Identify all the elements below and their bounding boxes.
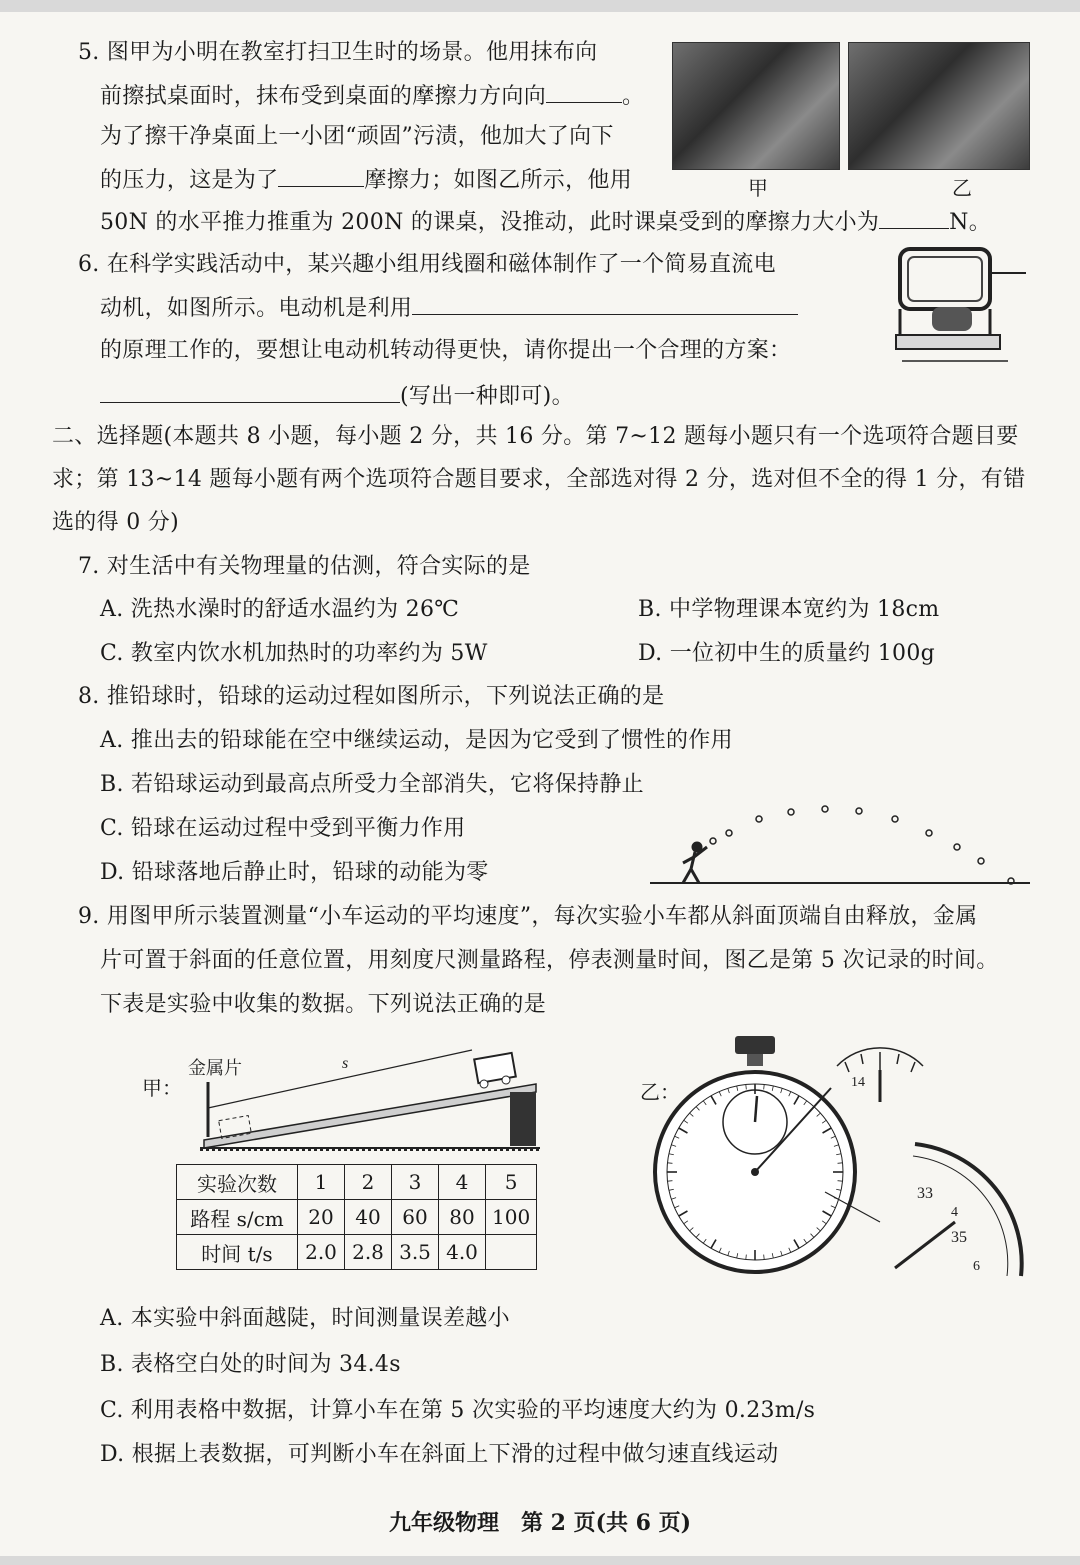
q7-option-b[interactable]: B. 中学物理课本宽约为 18cm (638, 597, 940, 622)
table-cell: 4 (439, 1165, 486, 1200)
q8-option-c[interactable]: C. 铅球在运动过程中受到平衡力作用 (100, 816, 466, 841)
q5-blank-direction[interactable] (546, 80, 622, 103)
table-cell: 路程 s/cm (177, 1200, 298, 1235)
table-cell: 1 (298, 1165, 345, 1200)
q5-line-4 (100, 164, 632, 196)
zoom-side-35: 35 (951, 1229, 967, 1246)
dial-tick (764, 1255, 765, 1260)
table-cell: 实验次数 (177, 1165, 298, 1200)
table-cell: 4.0 (439, 1235, 486, 1270)
table-row (177, 1165, 537, 1200)
table-row (177, 1200, 537, 1235)
photo-pushing-desk (848, 42, 1030, 170)
fig-a-caption: 甲 (748, 176, 768, 200)
dial-tick (746, 1255, 747, 1260)
photo-wiping-desk (672, 42, 840, 170)
q5-blank-friction[interactable] (278, 164, 364, 187)
section2-line-2: 求；第 13~14 题每小题有两个选项符合题目要求，全部选对得 2 分，选对但不全的得 1 分，有错 (52, 467, 1026, 492)
q5-unit: N。 (949, 210, 992, 235)
dial-tick (764, 1084, 765, 1089)
incline-diagram (180, 1042, 550, 1152)
table-cell: 60 (392, 1200, 439, 1235)
q8-option-b[interactable]: B. 若铅球运动到最高点所受力全部消失，它将保持静止 (100, 772, 644, 797)
shot-put-diagram (645, 797, 1035, 892)
section2-line-1: 二、选择题(本题共 8 小题，每小题 2 分，共 16 分。第 7~12 题每小题只有一个选项符合题目要 (52, 424, 1019, 449)
table-cell-blank[interactable] (486, 1235, 537, 1270)
table-cell: 40 (345, 1200, 392, 1235)
dial-tick (746, 1084, 747, 1089)
dial-tick (838, 1181, 843, 1182)
fig-b-caption: 乙 (952, 176, 972, 200)
q8-option-a[interactable]: A. 推出去的铅球能在空中继续运动，是因为它受到了惯性的作用 (100, 728, 733, 753)
q8-option-d[interactable]: D. 铅球落地后静止时，铅球的动能为零 (100, 860, 489, 885)
page-footer: 九年级物理 第 2 页(共 6 页) (388, 1510, 692, 1536)
q7-option-a[interactable]: A. 洗热水澡时的舒适水温约为 26℃ (100, 597, 460, 622)
section2-line-3: 选的得 0 分) (52, 510, 179, 535)
q6-line-4 (100, 380, 574, 412)
table-row (177, 1235, 537, 1270)
q5-period: 。 (622, 84, 645, 109)
q7-option-c[interactable]: C. 教室内饮水机加热时的功率约为 5W (100, 641, 488, 666)
q9-option-b[interactable]: B. 表格空白处的时间为 34.4s (100, 1352, 401, 1377)
table-cell: 5 (486, 1165, 537, 1200)
q9-data-table (176, 1164, 537, 1270)
q9-line-2: 片可置于斜面的任意位置，用刻度尺测量路程，停表测量时间，图乙是第 5 次记录的时间。 (100, 948, 999, 973)
zoom-top-number: 14 (851, 1075, 865, 1090)
q6-text-2: 动机，如图所示。电动机是利用 (100, 296, 413, 321)
q6-line-3: 的原理工作的，要想让电动机转动得更快，请你提出一个合理的方案： (100, 338, 792, 363)
table-cell: 20 (298, 1200, 345, 1235)
q9-option-c[interactable]: C. 利用表格中数据，计算小车在第 5 次实验的平均速度大约为 0.23m/s (100, 1398, 816, 1423)
q6-line-2 (100, 292, 798, 324)
dial-tick (667, 1181, 672, 1182)
shot-trajectory (710, 806, 1014, 884)
q5-text-5: 50N 的水平推力推重为 200N 的课桌，没推动，此时课桌受到的摩擦力大小为 (100, 210, 880, 235)
metal-plate-label: 金属片 (188, 1058, 242, 1078)
dial-tick (667, 1163, 672, 1164)
table-cell: 时间 t/s (177, 1235, 298, 1270)
table-cell: 3.5 (392, 1235, 439, 1270)
q6-blank-plan[interactable] (100, 380, 400, 403)
distance-s-label: s (342, 1055, 349, 1072)
q6-blank-principle[interactable] (412, 292, 798, 315)
table-cell: 2 (345, 1165, 392, 1200)
q5-line-3: 为了擦干净桌面上一小团“顽固”污渍，他加大了向下 (100, 124, 614, 149)
zoom-side-6: 6 (973, 1259, 980, 1274)
q5-text-4b: 摩擦力；如图乙所示，他用 (364, 168, 633, 193)
q9-option-a[interactable]: A. 本实验中斜面越陡，时间测量误差越小 (100, 1306, 510, 1331)
exam-page (0, 12, 1080, 1556)
stopwatch-diagram (655, 1032, 1035, 1282)
table-cell: 3 (392, 1165, 439, 1200)
q5-line-5 (100, 206, 991, 238)
zoom-side-4: 4 (951, 1205, 958, 1220)
q5-text-2: 前擦拭桌面时，抹布受到桌面的摩擦力方向向 (100, 84, 547, 109)
q8-stem: 8. 推铅球时，铅球的运动过程如图所示，下列说法正确的是 (78, 684, 665, 709)
motor-diagram (880, 237, 1030, 367)
zoom-side-33: 33 (917, 1185, 933, 1202)
table-cell: 100 (486, 1200, 537, 1235)
q7-option-d[interactable]: D. 一位初中生的质量约 100g (638, 641, 936, 666)
table-cell: 2.0 (298, 1235, 345, 1270)
q6-line-1: 6. 在科学实践活动中，某兴趣小组用线圈和磁体制作了一个简易直流电 (78, 252, 776, 277)
q6-text-4: (写出一种即可)。 (400, 384, 574, 409)
q7-stem: 7. 对生活中有关物理量的估测，符合实际的是 (78, 554, 531, 579)
q9-line-1: 9. 用图甲所示装置测量“小车运动的平均速度”，每次实验小车都从斜面顶端自由释放，金属 (78, 904, 978, 929)
dial-tick (838, 1163, 843, 1164)
table-cell: 80 (439, 1200, 486, 1235)
q5-line-1: 5. 图甲为小明在教室打扫卫生时的场景。他用抹布向 (78, 40, 598, 65)
q9-line-3: 下表是实验中收集的数据。下列说法正确的是 (100, 992, 547, 1017)
q5-line-2 (100, 80, 644, 112)
table-cell: 2.8 (345, 1235, 392, 1270)
q9-option-d[interactable]: D. 根据上表数据，可判断小车在斜面上下滑的过程中做匀速直线运动 (100, 1442, 779, 1467)
q9-fig-a-label: 甲： (142, 1076, 182, 1100)
q5-blank-force[interactable] (879, 206, 949, 229)
q5-text-4a: 的压力，这是为了 (100, 168, 279, 193)
q9-fig-b-label: 乙： (640, 1080, 680, 1104)
